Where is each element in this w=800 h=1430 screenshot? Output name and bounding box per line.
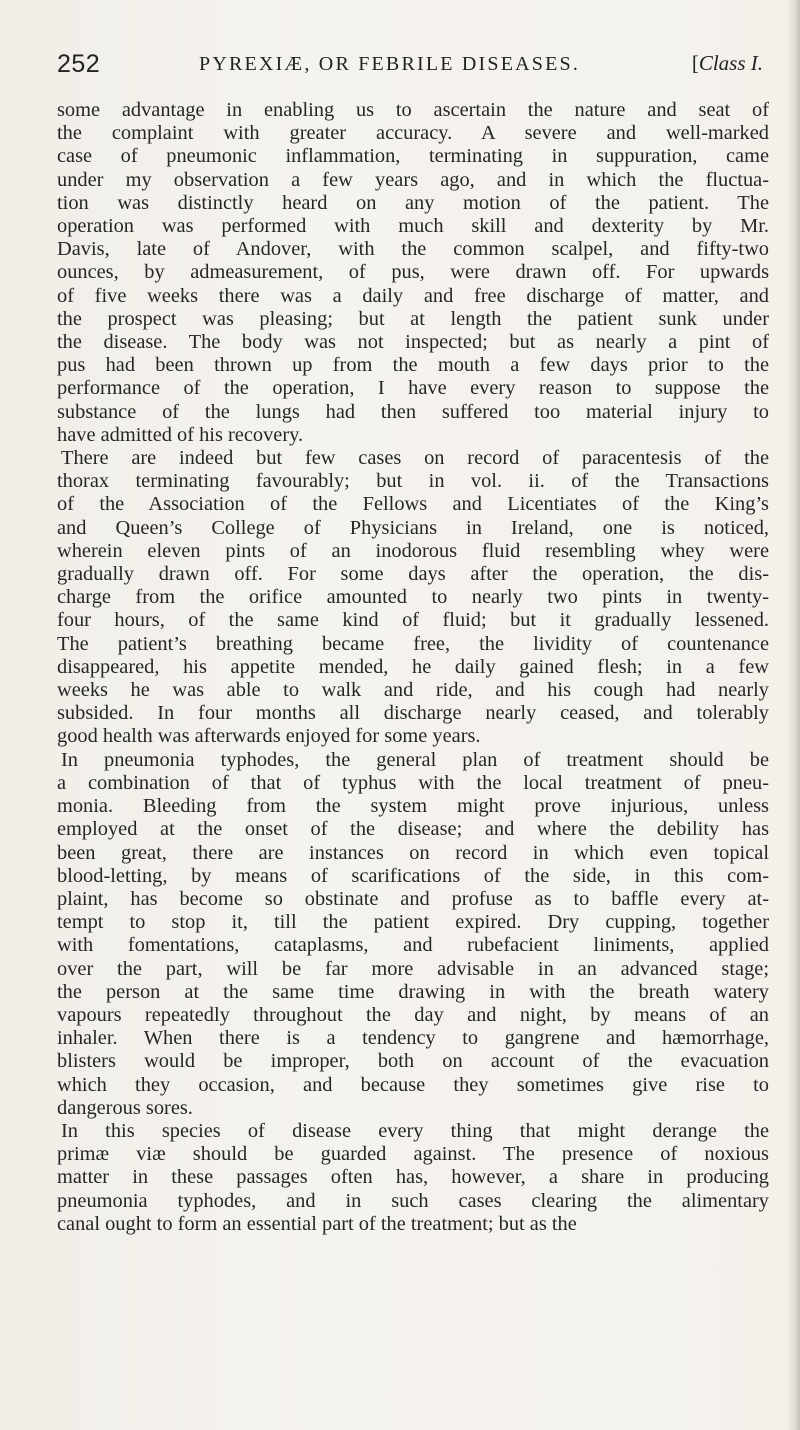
text-line: over the part, will be far more advisable in an advanced stage; (57, 957, 769, 980)
text-line: under my observation a few years ago, and in which the fluctua- (57, 168, 769, 191)
text-line: pus had been thrown up from the mouth a few days prior to the (57, 354, 769, 377)
text-line: monia. Bleeding from the system might prove injurious, unless (57, 795, 769, 818)
text-line: the prospect was pleasing; but at length the patient sunk under (57, 307, 769, 330)
text-line: been great, there are instances on record in which even topical (57, 841, 769, 864)
page-number: 252 (57, 50, 101, 78)
class-label (692, 51, 763, 76)
text-line: gradually drawn off. For some days after the operation, the dis- (57, 563, 769, 586)
text-line: and Queen’s College of Physicians in Ireland, one is noticed, (57, 516, 769, 539)
text-line: employed at the onset of the disease; and where the debility has (57, 818, 769, 841)
text-line: blood-letting, by means of scarifications of the side, in this com- (57, 864, 769, 887)
text-line: In this species of disease every thing that might derange the (61, 1119, 769, 1142)
text-line: some advantage in enabling us to ascertain the nature and seat of (57, 99, 769, 121)
text-line: pneumonia typhodes, and in such cases clearing the alimentary (57, 1189, 769, 1212)
text-line: subsided. In four months all discharge nearly ceased, and tolerably (57, 702, 769, 725)
text-line: a combination of that of typhus with the local treatment of pneu- (57, 771, 769, 794)
text-line: primæ viæ should be guarded against. The presence of noxious (57, 1143, 769, 1166)
text-line: plaint, has become so obstinate and profuse as to baffle every at- (57, 887, 769, 910)
running-header (57, 46, 763, 86)
text-line: ounces, by admeasurement, of pus, were drawn off. For upwards (57, 261, 769, 284)
text-line: case of pneumonic inflammation, terminating in suppuration, came (57, 145, 769, 168)
text-line: the person at the same time drawing in with the breath watery (57, 980, 769, 1003)
text-line: wherein eleven pints of an inodorous fluid resembling whey were (57, 539, 769, 562)
text-line: which they occasion, and because they sometimes give rise to (57, 1073, 769, 1096)
text-line: Davis, late of Andover, with the common scalpel, and fifty-two (57, 238, 769, 261)
text-line: tion was distinctly heard on any motion of the patient. The (57, 191, 769, 214)
text-line: In pneumonia typhodes, the general plan of treatment should be (61, 748, 769, 771)
text-line: weeks he was able to walk and ride, and his cough had nearly (57, 679, 769, 702)
page-edge-shadow (786, 0, 800, 1430)
text-line: of five weeks there was a daily and free discharge of matter, and (57, 284, 769, 307)
text-line: charge from the orifice amounted to nearly two pints in twenty- (57, 586, 769, 609)
class-bracket: [ (691, 51, 699, 75)
text-line: have admitted of his recovery. (57, 423, 304, 446)
text-line: There are indeed but few cases on record of paracentesis of the (61, 447, 769, 470)
text-line: disappeared, his appetite mended, he daily gained flesh; in a few (57, 655, 769, 678)
text-line: inhaler. When there is a tendency to gangrene and hæmorrhage, (57, 1027, 769, 1050)
text-line: performance of the operation, I have every reason to suppose the (57, 377, 769, 400)
class-label-text: Class I. (698, 51, 763, 75)
text-line: dangerous sores. (57, 1096, 193, 1119)
text-line: tempt to stop it, till the patient expired. Dry cupping, together (57, 911, 769, 934)
text-line: vapours repeatedly throughout the day and night, by means of an (57, 1003, 769, 1026)
running-title: PYREXIÆ, OR FEBRILE DISEASES. (199, 53, 581, 75)
text-line: thorax terminating favourably; but in vol. ii. of the Transactions (57, 470, 769, 493)
text-line: the disease. The body was not inspected; but as nearly a pint of (57, 331, 769, 354)
body-text (57, 99, 769, 1236)
text-line: blisters would be improper, both on account of the evacuation (57, 1050, 769, 1073)
text-line: four hours, of the same kind of fluid; but it gradually lessened. (57, 609, 769, 632)
text-line: matter in these passages often has, however, a share in producing (57, 1166, 769, 1189)
text-line: with fomentations, cataplasms, and rubefacient liniments, applied (57, 934, 769, 957)
text-line: the complaint with greater accuracy. A severe and well-marked (57, 122, 769, 145)
text-line: of the Association of the Fellows and Licentiates of the King’s (57, 493, 769, 516)
text-line: substance of the lungs had then suffered too material injury to (57, 400, 769, 423)
text-line: canal ought to form an essential part of the treatment; but as the (57, 1212, 577, 1235)
text-line: operation was performed with much skill and dexterity by Mr. (57, 215, 769, 238)
text-line: good health was afterwards enjoyed for some years. (57, 725, 481, 748)
text-line: The patient’s breathing became free, the lividity of countenance (57, 632, 769, 655)
